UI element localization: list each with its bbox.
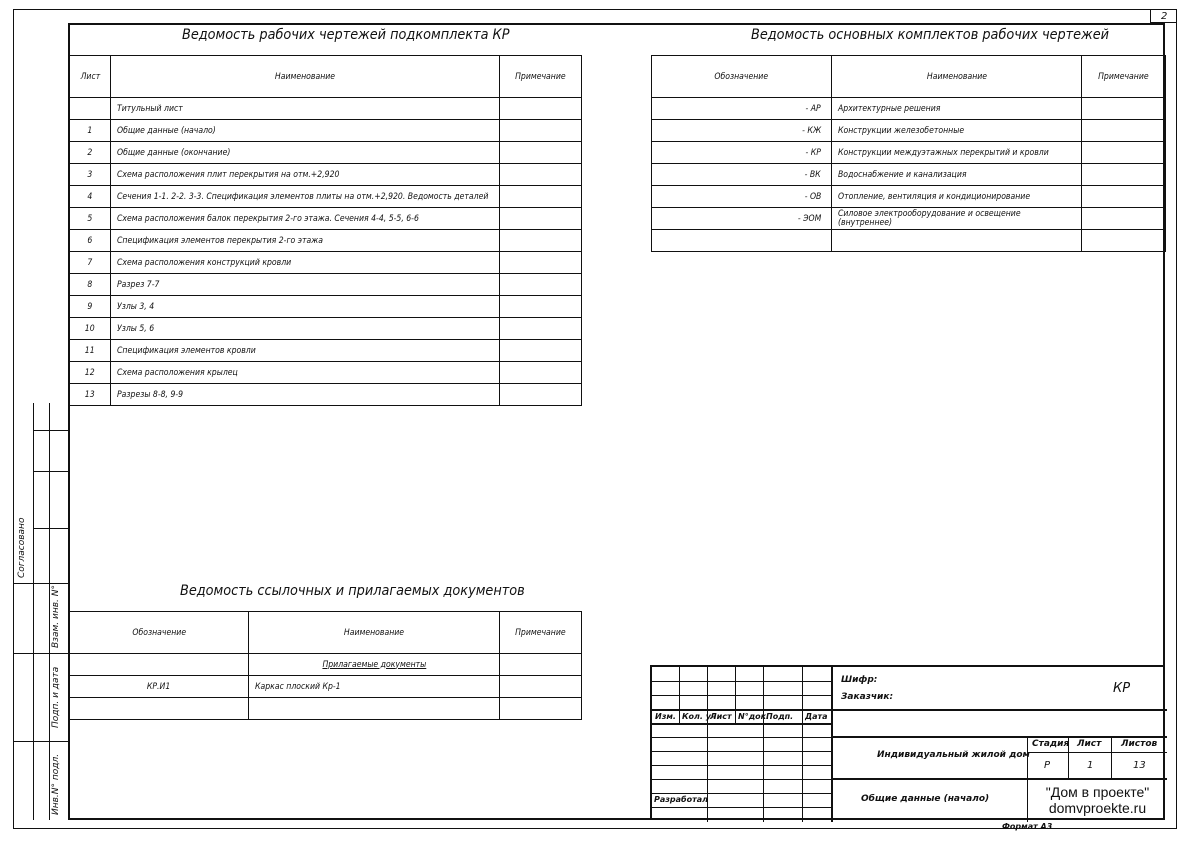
main-sets-table (651, 55, 1166, 252)
name-cell: Спецификация элементов кровли (111, 340, 500, 362)
note-cell (1082, 208, 1166, 230)
table-row (652, 208, 1166, 230)
format-label: Формат А3 (1002, 822, 1053, 831)
sheets-label: Листов (1121, 739, 1158, 749)
code-cell: - АР (652, 98, 832, 120)
name-cell: Конструкции железобетонные (832, 120, 1082, 142)
sheet-title: Общие данные (начало) (861, 794, 990, 804)
name-cell: Общие данные (начало) (111, 120, 500, 142)
table-row (652, 142, 1166, 164)
name-cell (249, 698, 500, 720)
note-cell (500, 698, 582, 720)
table-row (652, 164, 1166, 186)
sheet-cell: 6 (70, 230, 111, 252)
qty-col-label: Кол. уч (682, 712, 717, 721)
table-row (70, 362, 582, 384)
note-cell (500, 98, 582, 120)
note-cell (1082, 164, 1166, 186)
name-cell (832, 230, 1082, 252)
code-cell: - ЭОМ (652, 208, 832, 230)
stage-value: Р (1044, 760, 1051, 771)
table-row (70, 676, 582, 698)
name-cell: Спецификация элементов перекрытия 2-го этажа (111, 230, 500, 252)
table-row (70, 252, 582, 274)
sheet-cell: 5 (70, 208, 111, 230)
name-cell: Прилагаемые документы (249, 654, 500, 676)
code-cell: - КР (652, 142, 832, 164)
sheet-cell: 11 (70, 340, 111, 362)
change-col-label: Изм. (655, 712, 676, 721)
note-cell (500, 230, 582, 252)
date-col-label: Дата (805, 712, 828, 721)
doc-col-label: N°док. (738, 712, 770, 721)
table-row (652, 98, 1166, 120)
table-row (70, 164, 582, 186)
table-row (70, 186, 582, 208)
sheet-cell: 4 (70, 186, 111, 208)
note-cell (500, 340, 582, 362)
name-cell: Отопление, вентиляция и кондиционирование (832, 186, 1082, 208)
table-row (70, 296, 582, 318)
main-sets-title: Ведомость основных комплектов рабочих чертежей (751, 27, 1110, 43)
customer-label: Заказчик: (841, 692, 894, 702)
name-cell: Силовое электрооборудование и освещение (внутреннее) (832, 208, 1082, 230)
table-row (70, 98, 582, 120)
sheet-cell: 9 (70, 296, 111, 318)
col-header-note: Примечание (500, 612, 582, 654)
sheet-cell: 12 (70, 362, 111, 384)
company-website: domvproekte.ru (1048, 800, 1147, 816)
name-cell: Каркас плоский Кр-1 (249, 676, 500, 698)
code-cell (70, 698, 249, 720)
note-cell (1082, 142, 1166, 164)
sheet-cell: 2 (70, 142, 111, 164)
table-row (70, 318, 582, 340)
name-cell: Схема расположения балок перекрытия 2-го этажа. Сечения 4-4, 5-5, 6-6 (111, 208, 500, 230)
note-cell (1082, 186, 1166, 208)
note-cell (500, 142, 582, 164)
note-cell (1082, 120, 1166, 142)
cipher-value: КР (1113, 681, 1131, 696)
sheet-cell: 8 (70, 274, 111, 296)
sign-col-label: Подп. (766, 712, 794, 721)
ref-docs-title: Ведомость ссылочных и прилагаемых документов (180, 583, 525, 599)
note-cell (500, 296, 582, 318)
inv-orig-label: Инв.N° подл. (51, 753, 61, 815)
replace-inv-label: Взам. инв. N° (51, 585, 61, 648)
col-header-code: Обозначение (70, 612, 249, 654)
agreed-label: Согласовано (17, 517, 27, 578)
note-cell (500, 120, 582, 142)
table-row (70, 230, 582, 252)
code-cell: КР.И1 (70, 676, 249, 698)
note-cell (500, 252, 582, 274)
note-cell (500, 654, 582, 676)
company-name: "Дом в проекте" (1045, 784, 1150, 800)
sheets-value: 13 (1133, 760, 1146, 771)
sheet-cell: 10 (70, 318, 111, 340)
ref-docs-table (69, 611, 582, 720)
name-cell: Разрез 7-7 (111, 274, 500, 296)
note-cell (500, 208, 582, 230)
sheet-number-box (1150, 9, 1177, 23)
table-row (70, 208, 582, 230)
note-cell (1082, 98, 1166, 120)
note-cell (1082, 230, 1166, 252)
table-row (70, 384, 582, 406)
col-header-name: Наименование (249, 612, 500, 654)
col-header-note: Примечание (500, 56, 582, 98)
name-cell: Узлы 3, 4 (111, 296, 500, 318)
sheet-cell: 7 (70, 252, 111, 274)
col-header-sheet: Лист (70, 56, 111, 98)
table-row (652, 120, 1166, 142)
col-header-note: Примечание (1082, 56, 1166, 98)
object-name: Индивидуальный жилой дом (877, 750, 1030, 760)
left-strip (13, 403, 70, 820)
sheet-cell (70, 98, 111, 120)
working-list-title: Ведомость рабочих чертежей подкомплекта КР (182, 27, 510, 43)
note-cell (500, 186, 582, 208)
note-cell (500, 164, 582, 186)
sheet-value: 1 (1087, 760, 1094, 771)
name-cell: Сечения 1-1. 2-2. 3-3. Спецификация элементов плиты на отм.+2,920. Ведомость деталей (111, 186, 500, 208)
table-row (70, 142, 582, 164)
table-row (70, 340, 582, 362)
name-cell: Разрезы 8-8, 9-9 (111, 384, 500, 406)
code-cell (70, 654, 249, 676)
working-list-table (69, 55, 582, 406)
title-block (650, 665, 1165, 820)
col-header-name: Наименование (832, 56, 1082, 98)
note-cell (500, 676, 582, 698)
code-cell: - КЖ (652, 120, 832, 142)
sign-date-label: Подп. и дата (51, 666, 61, 728)
table-row (70, 698, 582, 720)
name-cell: Схема расположения плит перекрытия на отм.+2,920 (111, 164, 500, 186)
table-row (70, 654, 582, 676)
name-cell: Архитектурные решения (832, 98, 1082, 120)
table-row (652, 230, 1166, 252)
col-header-name: Наименование (111, 56, 500, 98)
code-cell (652, 230, 832, 252)
developed-label: Разработал (654, 795, 709, 804)
name-cell: Водоснабжение и канализация (832, 164, 1082, 186)
name-cell: Узлы 5, 6 (111, 318, 500, 340)
col-header-code: Обозначение (652, 56, 832, 98)
cipher-label: Шифр: (841, 675, 878, 685)
sheet-cell: 13 (70, 384, 111, 406)
table-row (70, 274, 582, 296)
name-cell: Конструкции междуэтажных перекрытий и кровли (832, 142, 1082, 164)
sheet-cell: 3 (70, 164, 111, 186)
sheet-col-label: Лист (710, 712, 732, 721)
name-cell: Схема расположения конструкций кровли (111, 252, 500, 274)
table-row (652, 186, 1166, 208)
sheet-cell: 1 (70, 120, 111, 142)
name-cell: Схема расположения крылец (111, 362, 500, 384)
name-cell: Общие данные (окончание) (111, 142, 500, 164)
note-cell (500, 274, 582, 296)
sheet-number: 2 (1161, 11, 1168, 22)
table-row (70, 120, 582, 142)
note-cell (500, 384, 582, 406)
name-cell: Титульный лист (111, 98, 500, 120)
stage-label: Стадия (1032, 739, 1070, 749)
code-cell: - ВК (652, 164, 832, 186)
note-cell (500, 318, 582, 340)
code-cell: - ОВ (652, 186, 832, 208)
sheet-label: Лист (1077, 739, 1102, 749)
note-cell (500, 362, 582, 384)
